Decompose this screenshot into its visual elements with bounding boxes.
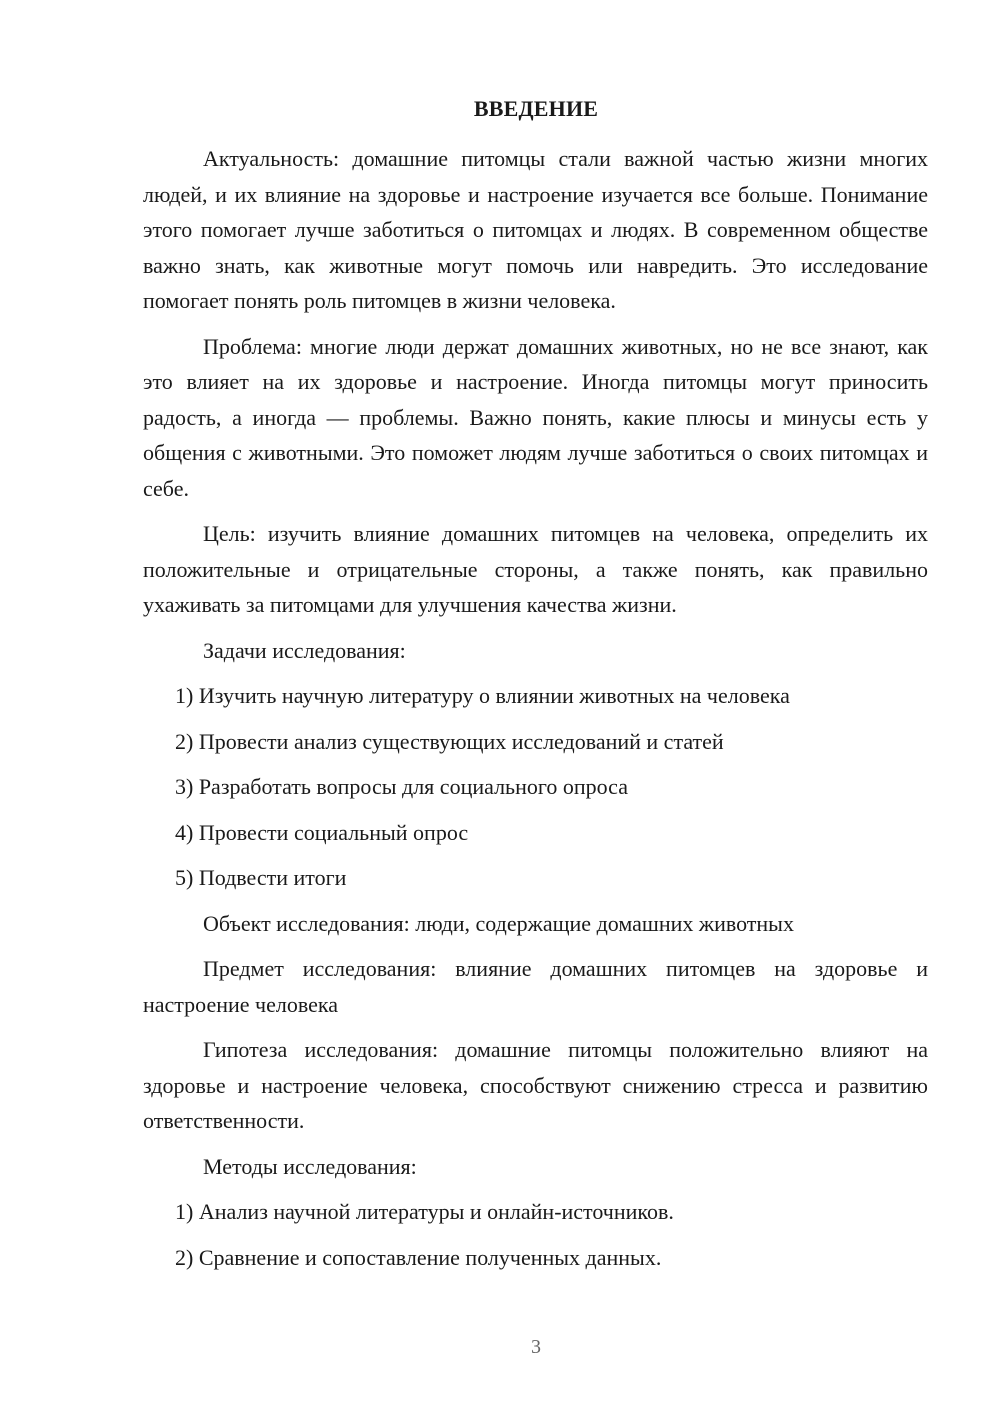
method-item: 2) Сравнение и сопоставление полученных данных.	[175, 1244, 662, 1270]
section-heading: ВВЕДЕНИЕ	[473, 96, 599, 121]
methods-list	[143, 1194, 928, 1275]
paragraph-problem: Проблема: многие люди держат домашних животных, но не все знают, как это влияет на их здоровье и настроение. Иногда питомцы могут приносить радость, а иногда — проблемы. Важно понять, какие плюсы и минусы есть у общения с животными. Это поможет людям лучше заботиться о своих питомцах и себе.	[143, 333, 928, 501]
methods-title: Методы исследования:	[203, 1153, 417, 1179]
method-item: 1) Анализ научной литературы и онлайн-источников.	[175, 1199, 674, 1224]
task-item: 1) Изучить научную литературу о влиянии животных на человека	[175, 683, 790, 708]
paragraph-relevance: Актуальность: домашние питомцы стали важной частью жизни многих людей, и их влияние на здоровье и настроение изучается все больше. Понимание этого помогает лучше заботиться о питомцах и людях. В современном обществе важно знать, как животные могут помочь или навредить. Это исследование помогает понять роль питомцев в жизни человека.	[143, 146, 928, 313]
task-item: 3) Разработать вопросы для социального опроса	[175, 774, 628, 799]
paragraph-subject: Предмет исследования: влияние домашних питомцев на здоровье и настроение человека	[143, 956, 928, 1017]
page-number: 3	[531, 1336, 541, 1358]
tasks-title: Задачи исследования:	[203, 637, 406, 663]
task-item: 2) Провести анализ существующих исследований и статей	[175, 728, 724, 754]
paragraph-goal: Цель: изучить влияние домашних питомцев на человека, определить их положительные и отрицательные стороны, а также понять, как правильно ухаживать за питомцами для улучшения качества жизни.	[143, 521, 928, 617]
task-item: 5) Подвести итоги	[175, 865, 347, 890]
task-item: 4) Провести социальный опрос	[175, 819, 469, 845]
tasks-list	[143, 678, 928, 896]
body-text	[143, 141, 928, 1275]
paragraph-hypothesis: Гипотеза исследования: домашние питомцы положительно влияют на здоровье и настроение человека, способствуют снижению стресса и развитию ответственности.	[143, 1037, 928, 1133]
paragraph-object: Объект исследования: люди, содержащие домашних животных	[203, 910, 794, 936]
